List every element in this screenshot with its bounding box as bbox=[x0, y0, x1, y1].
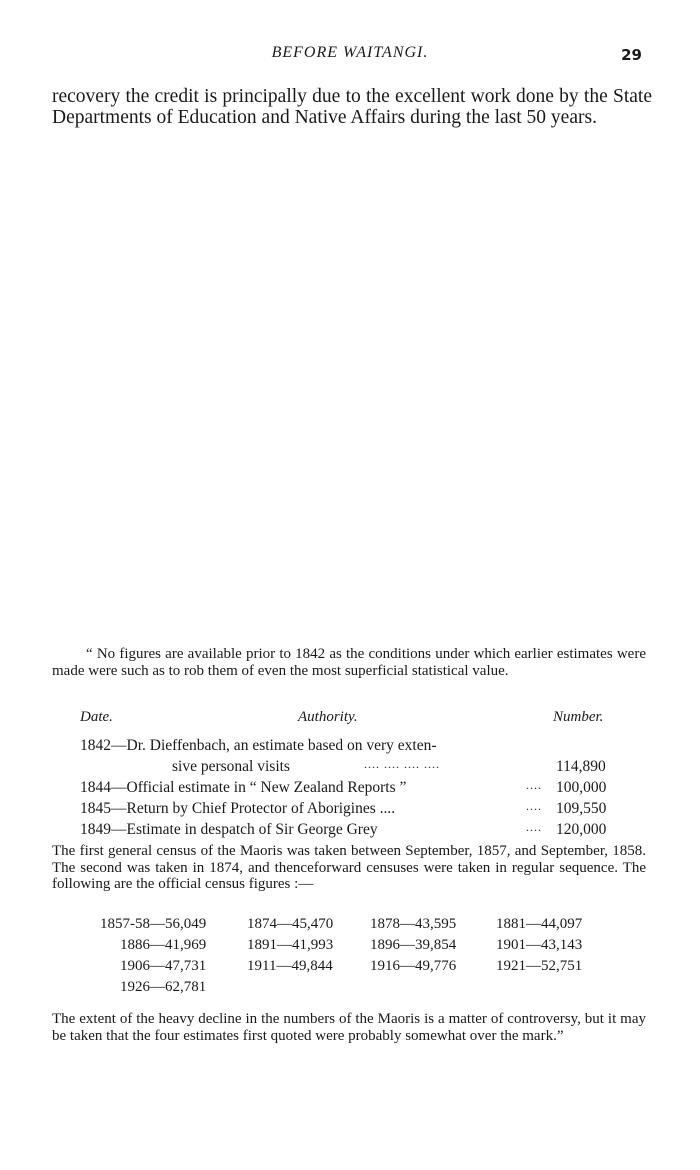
census-figure: 1874—45,470 bbox=[247, 916, 334, 932]
estimate-number: 100,000 bbox=[556, 779, 607, 796]
census-figure: 1906—47,731 bbox=[120, 958, 207, 974]
estimate-number: 120,000 bbox=[556, 821, 607, 838]
quote-paragraph: “ No figures are available prior to 1842 as the conditions under which earlier estimates were made were such as to rob them of even the most superficial statistical value. bbox=[52, 646, 646, 679]
census-figure: 1911—49,844 bbox=[247, 958, 333, 974]
running-title: BEFORE WAITANGI. bbox=[271, 44, 429, 61]
census-row bbox=[0, 935, 700, 956]
census-figure: 1901—43,143 bbox=[496, 937, 583, 953]
closing-paragraph: The extent of the heavy decline in the numbers of the Maoris is a matter of controversy, but it may be taken that the four estimates first quoted were probably somewhat over the mark.” bbox=[52, 1011, 646, 1044]
running-head bbox=[0, 44, 700, 68]
dot-leader: .... .... .... .... bbox=[364, 757, 440, 771]
census-figure: 1881—44,097 bbox=[496, 916, 583, 932]
column-header-number: Number. bbox=[553, 709, 604, 725]
census-figure: 1857-58—56,049 bbox=[100, 916, 207, 932]
estimate-entry: 1849—Estimate in despatch of Sir George Grey bbox=[80, 821, 378, 838]
dot-leader: .... bbox=[526, 799, 542, 813]
census-figure: 1878—43,595 bbox=[370, 916, 457, 932]
estimate-entry: 1844—Official estimate in “ New Zealand Reports ” bbox=[80, 779, 407, 796]
census-row bbox=[0, 914, 700, 935]
estimate-number: 114,890 bbox=[556, 758, 606, 775]
estimate-number: 109,550 bbox=[556, 800, 607, 817]
estimate-row-1845 bbox=[80, 798, 640, 819]
dot-leader: .... bbox=[526, 820, 542, 834]
census-paragraph: The first general census of the Maoris was taken between September, 1857, and September, 1858. The second was taken in 1874, and thenceforward censuses were taken in regular sequence. The following are the official census figures :— bbox=[52, 843, 646, 892]
census-figure: 1926—62,781 bbox=[120, 979, 207, 995]
estimate-row-1849 bbox=[80, 819, 640, 840]
census-figure: 1886—41,969 bbox=[120, 937, 207, 953]
estimate-entry-continuation: sive personal visits bbox=[172, 758, 290, 775]
page-number: 29 bbox=[621, 46, 642, 64]
census-figure: 1891—41,993 bbox=[247, 937, 334, 953]
estimate-entry: 1845—Return by Chief Protector of Aborigines .... bbox=[80, 800, 396, 817]
census-row bbox=[0, 956, 700, 977]
estimates-table-header bbox=[0, 709, 700, 729]
dot-leader: .... bbox=[526, 778, 542, 792]
column-header-authority: Authority. bbox=[298, 709, 358, 725]
estimate-row-1842 bbox=[80, 735, 640, 756]
estimate-row-1842-continued bbox=[80, 756, 640, 777]
census-figure: 1916—49,776 bbox=[370, 958, 457, 974]
census-figure: 1921—52,751 bbox=[496, 958, 583, 974]
census-row bbox=[0, 977, 700, 998]
column-header-date: Date. bbox=[80, 709, 113, 725]
census-figure: 1896—39,854 bbox=[370, 937, 457, 953]
estimate-entry: 1842—Dr. Dieffenbach, an estimate based on very exten- bbox=[80, 737, 437, 754]
estimate-row-1844 bbox=[80, 777, 640, 798]
intro-paragraph: recovery the credit is principally due to the excellent work done by the State Departments of Education and Native Affairs during the last 50 years. bbox=[52, 86, 652, 128]
